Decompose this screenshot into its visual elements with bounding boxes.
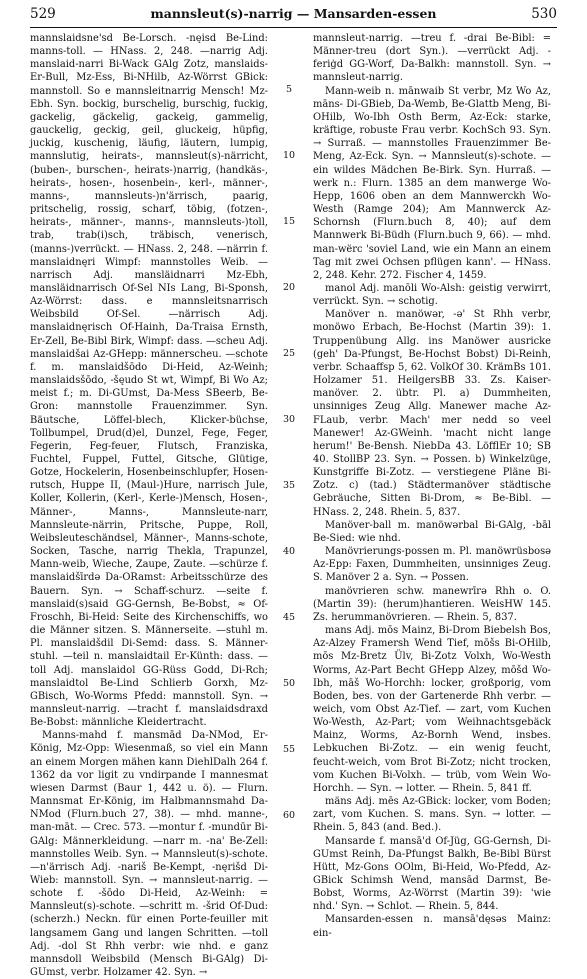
line-number: 40 — [282, 546, 296, 557]
line-number: 5 — [285, 84, 293, 95]
line-number: 60 — [282, 810, 296, 821]
entry-paragraph: Manövrierungs-possen m. Pl. manöwrüsbosə Az-Epp: Faxen, Dummheiten, unsinniges Zeug. S. Manöver 2 a. Syn. → Possen. — [313, 546, 551, 584]
entry-paragraph: mans Adj. mōs Mainz, Bi-Drom Biebelsh Bos, Az-Alzey Framersh Wend Tief, mōšs Bi-OHilb, mōs Mz-Bretz Ülv, Bi-Zotz Volxh, Wo-Westh Worms, Az-Part Becht GHepp Alzey, mōšd Wo-Ibh, māš Wo-Horchh: locker, großporig, vom Boden, bes. von der Gartenerde Rhh verbr. — weich, vom Obst Az-Tief. — zart, vom Kuchen Wo-Westh, Az-Part; vom Weihnachtsgebäck Mainz, Worms, Az-Bornh Wend, insbes. Lebkuchen Bi-Zotz. — ein wenig feucht, feucht-weich, vom Brot Bi-Zotz; nicht trocken, vom Kuchen Bi-Volxh. — trüb, vom Wein Wo-Horchh. — Syn. → lotter. — Rhein. 5, 841 ff. — [313, 625, 551, 794]
line-number: 10 — [282, 150, 296, 161]
line-number: 50 — [282, 678, 296, 689]
running-head: mannsleut(s)-narrig — Mansarden-essen — [150, 6, 437, 21]
entry-paragraph: manövrieren schw. manewrīrə Rhh o. O. (Martin 39): (herum)hantieren. WeisHW 145. Zs. herummanövrieren. — Rhein. 5, 837. — [313, 585, 551, 623]
line-number: 25 — [282, 348, 296, 359]
line-number-gutter — [272, 32, 306, 904]
line-number: 20 — [282, 282, 296, 293]
page-number-right: 530 — [531, 6, 557, 22]
left-column — [30, 32, 268, 979]
page-number-left: 529 — [30, 6, 56, 22]
page-header — [30, 6, 557, 28]
line-number: 55 — [282, 744, 296, 755]
header-rule — [30, 27, 557, 28]
line-number: 30 — [282, 414, 296, 425]
entry-paragraph: Mann-weib n. mānwaib St verbr, Mz Wo Az, māns- Di-GBieb, Da-Wemb, Be-Glattb Meng, Bi-OHilb, Wo-Ibh Osth Berm, Az-Eck: starke, kräftige, robuste Frau verbr. KochSch 93. Syn. → Surraß. — mannstolles Frauenzimmer Be-Meng, Az-Eck. Syn. → Mannsleut(s)-schote. — ein wildes Mädchen Be-Birk. Syn. Hurraß. —werk n.: Flurn. 1385 an dem manwerge Wo-Hepp, 1606 oben an dem Mannwerckh Wo-Westh (Ramge 204); Am Mannwerck Az-Schornsh (Flurn.buch 8, 40); auf dem Mannwerk Bi-Büdh (Flurn.buch 9, 66). — mhd. man-wërc 'soviel Land, wie ein Mann an einem Tag mit zwei Ochsen pflügen kann'. — HNass. 2, 248. Kehr. 272. Fischer 4, 1459. — [313, 85, 551, 281]
entry-paragraph: mannsleut-narrig. —treu f. -drai Be-Bibl: = Männer-treu (dort Syn.). —verrückt Adj. -feriġd GG-Worf, Da-Balkh: mannstoll. Syn. → mannsleut-narrig. — [313, 33, 551, 84]
entry-paragraph: Mansarde f. mansā'd Of-Jüg, GG-Gernsh, Di-GUmst Reinh, Da-Pfungst Balkh, Be-Bibl Bürst Hütt, Mz-Gons OOlm, Bi-Heid, Wo-Pfedd, Az-GBick Schimsh Wend, mansād Darmst, Be-Bobst, Worms, Az-Wörrst (Martin 39): 'wie nhd.' Syn. → Schlot. — Rhein. 5, 844. — [313, 835, 551, 913]
entry-paragraph: Manöver n. manöwər, -ə' St Rhh verbr, monöwo Erbach, Be-Hochst (Martin 39): 1. Truppenübung Allg. ins Manöwer ausricke (geh' Da-Pfungst, Be-Hochst Bobst) Di-Reinh, verbr. Schaaffsp 5, 62. VolkOf 30. KrämBs 101. Holzamer 51. HeilgersBB 33. Zs. Kaiser-manöver. 2. übtr. Pl. a) Dummheiten, unsinniges Zeug Allg. Manewer mache Az-FLaub, verbr. Mach' mer nedd so veel Manewer! Az-GWeinh. 'macht nicht lange herum!' Be-Bensh. NiebDa 43. LöfflEr 10; SB 40. StollBP 23. Syn. → Possen. b) Winkelzüge, Kunstgriffe Bi-Zotz. — verstiegene Pläne Bi-Zotz. c) (tad.) Städtermanöver städtische Gebräuche, Sitten Bi-Drom, ≈ Be-Bibl. — HNass. 2, 248. Rhein. 5, 837. — [313, 309, 551, 518]
entry-paragraph: Manns-mahd f. mansmād Da-NMod, Er-König, Mz-Opp: Wiesenmaß, so viel ein Mann an einem Morgen mähen kann DiehlDalh 264 f. 1362 da vor ligit zu vndirpande I mannesmat wiesen Darmst (Baur 1, 442 u. ö). — Flurn. Mannsmat Er-König, im Halbmannsmahd Da-NMod (Flurn.buch 27, 38). — mhd. manne-, man-māt. — Crec. 573. —montur f. -mundūr Bi-GAlg: Männerkleidung. —narr m. -na' Be-Zell: mannstolles Weib. Syn. → Mannsleut(s)-schote. —n'ärrisch Adj. -nariš Be-Kempt, -nęrišd Di-Wieb: mannstoll. Syn. → mannsleut-narrig. —schote f. -šōdo Di-Heid, Az-Weinh: = Mannsleut(s)-schote. —schritt m. -šrid Of-Dud: (scherzh.) Neckn. für einen Porte-feuiller mit langsamem Gang und langen Schritten. —toll Adj. -dol St Rhh verbr: wie nhd. e ganz mannsdoll Weibsbild (Mensch Bi-GAlg) Di-GUmst, verbr. Holzamer 42. Syn. → — [30, 730, 268, 979]
entry-paragraph: mannslaidsne'sd Be-Lorsch. -nęisd Be-Lind: manns-toll. — HNass. 2, 248. —narrig Adj. manslaid-narri Bi-Wack GAlg Zotz, manslaids- Er-Bull, Mz-Ess, Bi-NHilb, Az-Wörrst GBick: mannstoll. So e mannsleitnarrig Mensch! Mz-Ebh. Syn. bockig, burschelig, burschig, fuckig, gackelig, gäckelig, gackeig, gammelig, gauckelig, geckig, geil, gluckeig, hüpfig, juckig, kuschenig, läufig, läutern, lumpig, mannslutig, heirats-, mannsleut(s)-närricht, (buben-, burschen-, heirats-)narrig, (handkäs-, heirats-, hosen-, hosenbein-, kerl-, männer-, manns-, mannsleuts-)n'ärrisch, paarig, pritschelig, rossig, scharf, töbig, (fotzen-, heirats-, männer-, manns-, mannsleuts-)toll, trab, trab(i)sch, träbisch, venerisch, (manns-)verrückt. — HNass. 2, 248. —närrin f. manslaidnęri Wimpf: mannstolles Weib. —narrisch Adj. mansläidnarri Mz-Ebh, mansläidnarrisch Of-Sel NIs Lang, Bi-Sponsh, Az-Wörrst: dass. e mannsleitsnarrisch Weibsbild Of-Sel. —närrisch Adj. manslaidnęrisch Of-Hainh, Da-Traisa Ernsth, Er-Zell, Be-Bibl Birk, Wimpf: dass. —scheu Adj. manslaidšai Az-GHepp: männerscheu. —schote f. m. manslaidšōdo Di-Heid, Az-Weinh; manslaidsšōdo, -šęudo St wt, Wimpf, Bi Wo Az; meist f.; m. Di-GUmst, Da-Mess SBeerb, Be-Gron: mannstolle Frauenzimmer. Syn. Bäutsche, Löffel-blech, Klicker-büchse, Tollbumpel, Drud(d)el, Dunzel, Fege, Feger, Fegerin, Feg-feuer, Flutsch, Franziska, Fuchtel, Fuppel, Futtel, Gitsche, Glütige, Gotze, Hockelerin, Hosenbeinschlupfer, Hosen-rutsch, Huppe II, (Maul-)Hure, narrisch Jule, Koller, Kollerin, (Kerl-, Kerle-)Mensch, Hosen-, Männer-, Manns-, Mannsleute-narr, Mannsleute-närrin, Pritsche, Puppe, Roll, Weibsleuteschändsel, Männer-, Manns-schote, Socken, Tasche, narrig Thekla, Trapunzel, Mann-weib, Wieche, Zaupe, Zaute. —schürze f. manslaidšīrdə Da-ORamst: Arbeitsschürze des Bauern. Syn. → Schaff-schurz. —seite f. manslaid(s)said GG-Gernsh, Be-Bobst, ≈ Of-Froschh, Bi-Heid: Seite des Kirchenschiffs, wo die Männer sitzen. S. Männerseite. —stuhl m. Pl. manslaidšdil Di-Semd: dass. S. Männer-stuhl. —teil n. manslaidtail Er-Künth: dass. —toll Adj. manslaidol GG-Rüss Godd, Di-Rch; manslaidtol Be-Lind Schlierb Gorxh, Mz-GBisch, Wo-Worms Pfedd: mannstoll. Syn. → mannsleut-narrig. —tracht f. manslaidsdraxd Be-Bobst: männliche Kleidertracht. — [30, 33, 268, 729]
line-number: 45 — [282, 612, 296, 623]
entry-paragraph: Mansarden-essen n. mansā'dęsəs Mainz: ein- — [313, 914, 551, 939]
entry-paragraph: manol Adj. manōli Wo-Alsh: geistig verwirrt, verrückt. Syn. → schotig. — [313, 282, 551, 308]
right-column — [313, 32, 551, 939]
entry-paragraph: mäns Adj. mēs Az-GBick: locker, vom Boden; zart, vom Kuchen. S. mans. Syn. → lotter. — Rhein. 5, 843 (and. Bed.). — [313, 796, 551, 834]
entry-paragraph: Manöver-ball m. manöwərbal Bi-GAlg, -bāl Be-Sied: wie nhd. — [313, 519, 551, 544]
line-number: 35 — [282, 480, 296, 491]
line-number: 15 — [282, 216, 296, 227]
